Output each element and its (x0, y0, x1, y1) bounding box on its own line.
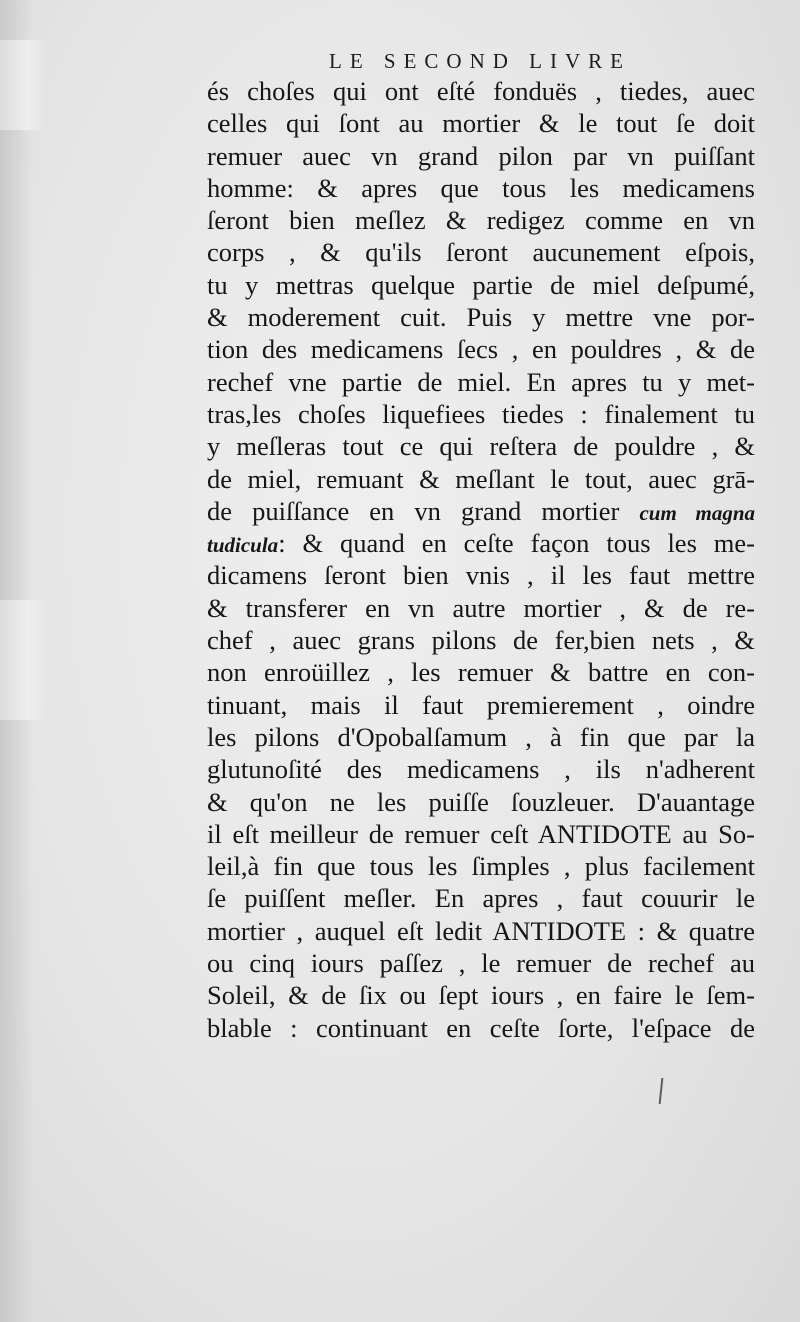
line-text: glutunoſité des medicamens , ils n'adherent (207, 754, 755, 785)
line-text: il eſt meilleur de remuer ceſt ANTIDOTE au So- (207, 818, 755, 849)
line-text: ſe puiſſent meſler. En apres , faut couurir le (207, 883, 755, 914)
line-text: tras,les choſes liquefiees tiedes : finalement tu (207, 398, 755, 429)
line-text: rechef vne partie de miel. En apres tu y met- (207, 366, 755, 397)
text-line (207, 204, 755, 236)
text-line (207, 172, 755, 204)
text-line (207, 689, 755, 721)
page-edge-crease (0, 40, 46, 130)
text-line (207, 915, 755, 947)
line-text: tion des medicamens ſecs , en pouldres , & de (207, 334, 755, 365)
text-line (207, 236, 755, 268)
text-line (207, 495, 755, 527)
stray-ink-mark (659, 1078, 664, 1104)
text-line (207, 592, 755, 624)
line-text: y meſleras tout ce qui reſtera de pouldre , & (207, 431, 755, 462)
text-line (207, 721, 755, 753)
text-line (207, 818, 755, 850)
text-line (207, 269, 755, 301)
line-text: remuer auec vn grand pilon par vn puiſſant (207, 140, 755, 171)
text-line (207, 301, 755, 333)
line-text: non enroüillez , les remuer & battre en con- (207, 657, 755, 688)
text-line (207, 947, 755, 979)
line-text: les pilons d'Opobalſamum , à fin que par la (207, 721, 755, 752)
italic-phrase: tudicula (207, 533, 279, 558)
line-text: Soleil, & de ſix ou ſept iours , en faire le ſem- (207, 980, 755, 1011)
text-line (207, 107, 755, 139)
text-line (207, 624, 755, 656)
text-line (207, 656, 755, 688)
text-line (207, 527, 755, 559)
line-text: blable : continuant en ceſte ſorte, l'eſpace de (207, 1012, 755, 1043)
text-line (207, 366, 755, 398)
page-edge-crease (0, 600, 46, 720)
running-head: LE SECOND LIVRE (329, 49, 631, 73)
text-line (207, 75, 755, 107)
line-text: ſeront bien meſlez & redigez comme en vn (207, 205, 755, 236)
text-line (207, 463, 755, 495)
line-text: homme: & apres que tous les medicamens (207, 172, 755, 203)
text-line (207, 430, 755, 462)
line-text: chef , auec grans pilons de fer,bien nets , & (207, 625, 755, 656)
line-text: & transferer en vn autre mortier , & de re- (207, 592, 755, 623)
line-text: és choſes qui ont eſté fonduës , tiedes, auec (207, 76, 755, 106)
text-line (207, 140, 755, 172)
line-text: tu y mettras quelque partie de miel deſpumé, (207, 269, 755, 300)
text-line (207, 979, 755, 1011)
text-line (207, 786, 755, 818)
text-line (207, 333, 755, 365)
page-text-block (207, 75, 755, 1044)
text-line (207, 882, 755, 914)
line-text: de puiſſance en vn grand mortier (207, 495, 620, 526)
line-text: leil,à fin que tous les ſimples , plus facilement (207, 851, 755, 882)
line-text: & moderement cuit. Puis y mettre vne por- (207, 302, 755, 333)
text-line (207, 559, 755, 591)
line-text: dicamens ſeront bien vnis , il les faut mettre (207, 560, 755, 591)
line-text: mortier , auquel eſt ledit ANTIDOTE : & quatre (207, 915, 755, 946)
line-text: celles qui ſont au mortier & le tout ſe doit (207, 108, 755, 139)
line-text: tinuant, mais il faut premierement , oindre (207, 689, 755, 720)
text-line (207, 1012, 755, 1044)
line-text: & qu'on ne les puiſſe ſouzleuer. D'auantage (207, 786, 755, 817)
italic-phrase: cum magna (639, 500, 756, 525)
line-text: ou cinq iours paſſez , le remuer de rechef au (207, 948, 755, 979)
line-text: : & quand en ceſte façon tous les me- (278, 528, 755, 559)
line-text: de miel, remuant & meſlant le tout, auec grā- (207, 463, 755, 494)
line-text: corps , & qu'ils ſeront aucunement eſpois, (207, 237, 755, 268)
text-line (207, 753, 755, 785)
text-line (207, 398, 755, 430)
text-line (207, 850, 755, 882)
